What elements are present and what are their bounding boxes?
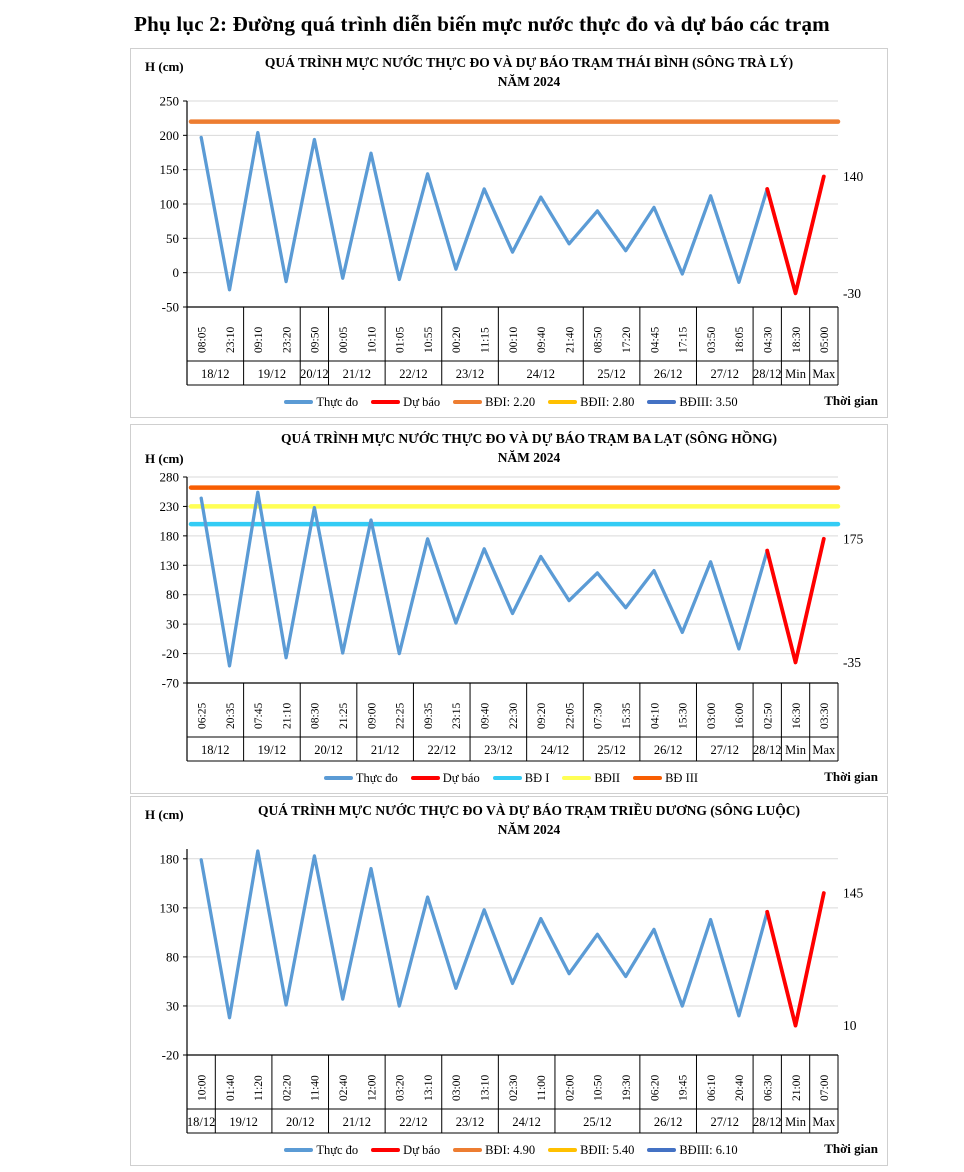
legend-item [453,395,535,410]
x-tick-date-label: 18/12 [201,743,230,757]
forecast-series-line [767,539,824,663]
x-tick-date-label: 19/12 [257,367,287,381]
x-tick-time-label: 09:35 [422,702,435,729]
x-tick-time-label: 12:00 [366,1074,379,1101]
x-tick-time-label: 21:40 [564,326,577,353]
y-tick-label: 80 [166,949,179,965]
x-tick-time-label: 04:30 [762,326,775,353]
legend-label: BĐI: 2.20 [485,394,536,409]
x-tick-date-label: 21/12 [342,1115,372,1129]
legend-swatch [324,776,353,780]
x-tick-date-label: 20/12 [300,367,329,381]
x-tick-time-label: 20:35 [224,702,237,729]
legend-swatch [371,400,400,404]
x-tick-time-label: 23:10 [224,326,237,353]
x-tick-time-label: 03:00 [705,702,718,729]
chart-plot [131,49,889,419]
legend-swatch [411,776,440,780]
observed-series-line [201,492,767,666]
legend-item [647,1143,737,1158]
x-tick-date-label: 22/12 [399,367,428,381]
x-tick-time-label: 21:25 [337,702,350,729]
legend-label: BĐ I [524,770,550,785]
chart-title-line1: QUÁ TRÌNH MỰC NƯỚC THỰC ĐO VÀ DỰ BÁO TRẠM THÁI BÌNH (SÔNG TRÀ LÝ) [264,55,794,70]
y-tick-label: 50 [166,230,179,246]
x-tick-time-label: 19:30 [621,1074,634,1101]
y-axis-title: H (cm) [145,59,184,74]
x-tick-time-label: 02:40 [337,1074,350,1101]
data-annotation: -35 [843,654,861,670]
x-tick-time-label: 17:20 [621,326,634,353]
y-tick-label: 230 [159,498,179,514]
x-tick-date-label: 25/12 [597,743,626,757]
x-tick-time-label: 00:20 [451,326,464,353]
x-tick-date-label: Min [785,367,806,381]
legend-label: BĐ III [665,770,699,785]
x-tick-time-label: 23:15 [451,702,464,729]
x-tick-time-label: 04:10 [649,702,662,729]
x-tick-time-label: 10:55 [422,326,435,353]
x-tick-time-label: 08:05 [196,326,209,353]
x-tick-time-label: 16:00 [734,702,747,729]
y-tick-label: 150 [159,162,179,178]
x-tick-date-label: 18/12 [201,367,230,381]
legend-item [371,395,440,410]
x-tick-time-label: 19:45 [677,1074,690,1101]
x-tick-time-label: 03:50 [705,326,718,353]
y-tick-label: 130 [159,900,179,916]
x-tick-date-label: 18/12 [186,1115,216,1129]
legend-swatch [493,776,522,780]
x-tick-time-label: 02:20 [281,1074,294,1101]
x-tick-time-label: 09:50 [309,326,322,353]
data-annotation: 10 [843,1018,857,1034]
legend-label: Thực đo [355,770,398,785]
y-tick-label: -50 [161,299,179,315]
x-tick-time-label: 06:30 [762,1074,775,1101]
legend-label: BĐIII: 6.10 [679,1142,738,1157]
chart-panel-ba-lat [130,424,888,794]
x-tick-time-label: 23:20 [281,326,294,353]
legend-label: BĐII [594,770,621,785]
x-tick-date-label: 24/12 [526,367,556,381]
x-tick-time-label: 10:50 [592,1074,605,1101]
y-tick-label: -70 [161,675,179,691]
x-tick-date-label: 23/12 [455,367,485,381]
x-tick-date-label: Min [785,743,806,757]
x-tick-time-label: 15:35 [621,702,634,729]
chart-title-line1: QUÁ TRÌNH MỰC NƯỚC THỰC ĐO VÀ DỰ BÁO TRẠM BA LẠT (SÔNG HỒNG) [281,431,777,446]
legend-swatch [647,1148,676,1152]
legend-label: Dự báo [403,1142,441,1157]
x-tick-time-label: 02:00 [564,1074,577,1101]
x-tick-time-label: 07:30 [592,702,605,729]
x-tick-time-label: 20:40 [734,1074,747,1101]
x-tick-time-label: 16:30 [790,702,803,729]
x-tick-time-label: 11:20 [253,1075,266,1101]
x-tick-date-label: 25/12 [583,1115,612,1129]
chart-legend [241,768,781,788]
legend-item [453,1143,535,1158]
x-tick-date-label: 20/12 [314,743,343,757]
x-tick-date-label: 24/12 [512,1115,541,1129]
legend-label: Dự báo [403,394,441,409]
legend-item [647,395,737,410]
page-title: Phụ lục 2: Đường quá trình diễn biến mực nước thực đo và dự báo các trạm [134,12,830,36]
x-tick-time-label: 09:40 [479,702,492,729]
x-tick-date-label: Min [785,1115,806,1129]
legend-item [548,1143,634,1158]
legend-item [284,1143,358,1158]
x-tick-date-label: 28/12 [752,1115,782,1129]
data-annotation: 145 [843,885,864,901]
legend-swatch [453,400,482,404]
y-tick-label: 250 [159,93,179,109]
legend-item [411,771,480,786]
y-tick-label: 30 [166,998,179,1014]
legend-item [284,395,358,410]
x-tick-date-label: 19/12 [257,743,287,757]
x-tick-time-label: 13:10 [479,1074,492,1101]
y-axis-title: H (cm) [145,451,184,466]
x-tick-time-label: 08:30 [309,702,322,729]
chart-legend [241,1140,781,1160]
y-tick-label: 100 [159,196,179,212]
x-tick-time-label: 06:25 [196,702,209,729]
legend-item [548,395,634,410]
legend-swatch [371,1148,400,1152]
x-tick-time-label: 06:20 [649,1074,662,1101]
y-tick-label: 0 [172,265,179,281]
legend-item [562,771,620,786]
x-tick-date-label: 27/12 [710,743,740,757]
x-tick-date-label: Max [812,743,836,757]
x-tick-time-label: 01:05 [394,326,407,353]
y-tick-label: 180 [159,528,179,544]
x-tick-time-label: 02:30 [507,1074,520,1101]
x-tick-time-label: 09:00 [366,702,379,729]
y-tick-label: 130 [159,557,179,573]
chart-plot [131,797,889,1167]
observed-series-line [201,133,767,290]
legend-label: Thực đo [316,394,359,409]
legend-swatch [548,1148,577,1152]
x-tick-date-label: 26/12 [653,1115,683,1129]
x-tick-date-label: 19/12 [229,1115,258,1129]
x-tick-time-label: 03:30 [819,702,832,729]
x-axis-title: Thời gian [824,769,878,784]
x-tick-date-label: 22/12 [427,743,456,757]
y-axis-title: H (cm) [145,807,184,822]
y-tick-label: -20 [161,646,179,662]
x-tick-date-label: 23/12 [484,743,513,757]
legend-swatch [453,1148,482,1152]
chart-title-line2: NĂM 2024 [497,821,561,837]
chart-title-line2: NĂM 2024 [497,73,561,89]
y-tick-label: 30 [166,616,179,632]
forecast-series-line [767,177,824,294]
chart-plot [131,425,889,795]
legend-item [371,1143,440,1158]
x-axis-title: Thời gian [824,1141,878,1156]
legend-item [493,771,550,786]
x-tick-time-label: 07:45 [253,702,266,729]
y-tick-label: 80 [166,587,179,603]
y-tick-label: 200 [159,127,179,143]
x-tick-date-label: 28/12 [752,367,782,381]
x-tick-date-label: 27/12 [710,1115,740,1129]
data-annotation: 140 [843,169,864,185]
data-annotation: 175 [843,531,864,547]
x-tick-time-label: 11:40 [309,1075,322,1101]
x-tick-time-label: 11:00 [536,1075,549,1101]
x-tick-time-label: 00:10 [507,326,520,353]
x-tick-time-label: 09:10 [253,326,266,353]
legend-swatch [284,1148,313,1152]
x-tick-date-label: Max [812,367,836,381]
y-tick-label: 280 [159,469,179,485]
chart-title-line1: QUÁ TRÌNH MỰC NƯỚC THỰC ĐO VÀ DỰ BÁO TRẠM TRIỀU DƯƠNG (SÔNG LUỘC) [258,803,800,818]
x-tick-time-label: 21:10 [281,702,294,729]
legend-label: BĐII: 2.80 [580,394,635,409]
x-tick-time-label: 00:05 [337,326,350,353]
x-tick-date-label: 23/12 [455,1115,485,1129]
x-tick-time-label: 21:00 [790,1074,803,1101]
legend-item [633,771,698,786]
x-tick-time-label: 06:10 [705,1074,718,1101]
legend-swatch [562,776,591,780]
x-tick-time-label: 04:45 [649,326,662,353]
x-tick-date-label: Max [812,1115,836,1129]
chart-title-line2: NĂM 2024 [497,449,561,465]
x-tick-date-label: 20/12 [285,1115,315,1129]
x-tick-time-label: 08:50 [592,326,605,353]
x-tick-date-label: 26/12 [653,367,683,381]
x-tick-date-label: 25/12 [597,367,626,381]
legend-label: BĐI: 4.90 [485,1142,536,1157]
y-tick-label: -20 [161,1047,179,1063]
x-tick-time-label: 22:30 [507,702,520,729]
x-tick-time-label: 01:40 [224,1074,237,1101]
x-tick-time-label: 15:30 [677,702,690,729]
legend-label: Dự báo [442,770,480,785]
x-tick-time-label: 03:00 [451,1074,464,1101]
x-tick-time-label: 09:20 [536,702,549,729]
x-tick-date-label: 24/12 [540,743,570,757]
x-tick-date-label: 26/12 [653,743,683,757]
x-tick-date-label: 28/12 [752,743,782,757]
observed-series-line [201,851,767,1018]
chart-legend [241,392,781,412]
x-tick-time-label: 17:15 [677,326,690,353]
x-tick-time-label: 22:05 [564,702,577,729]
x-tick-time-label: 11:15 [479,327,492,353]
data-annotation: -30 [843,285,861,301]
x-tick-time-label: 09:40 [536,326,549,353]
chart-panel-thai-binh [130,48,888,418]
x-tick-date-label: 21/12 [342,367,372,381]
legend-swatch [284,400,313,404]
x-tick-time-label: 02:50 [762,702,775,729]
x-tick-time-label: 18:05 [734,326,747,353]
x-tick-time-label: 03:20 [394,1074,407,1101]
legend-label: Thực đo [316,1142,359,1157]
chart-panel-trieu-duong [130,796,888,1166]
y-tick-label: 180 [159,851,179,867]
x-tick-time-label: 22:25 [394,702,407,729]
x-tick-time-label: 07:00 [819,1074,832,1101]
x-tick-time-label: 10:10 [366,326,379,353]
x-axis-title: Thời gian [824,393,878,408]
x-tick-date-label: 21/12 [370,743,400,757]
x-tick-date-label: 22/12 [399,1115,428,1129]
x-tick-time-label: 10:00 [196,1074,209,1101]
x-tick-time-label: 18:30 [790,326,803,353]
legend-item [324,771,398,786]
legend-swatch [548,400,577,404]
x-tick-time-label: 13:10 [422,1074,435,1101]
x-tick-date-label: 27/12 [710,367,740,381]
legend-label: BĐII: 5.40 [580,1142,635,1157]
legend-swatch [633,776,662,780]
legend-label: BĐIII: 3.50 [679,394,738,409]
x-tick-time-label: 05:00 [819,326,832,353]
legend-swatch [647,400,676,404]
